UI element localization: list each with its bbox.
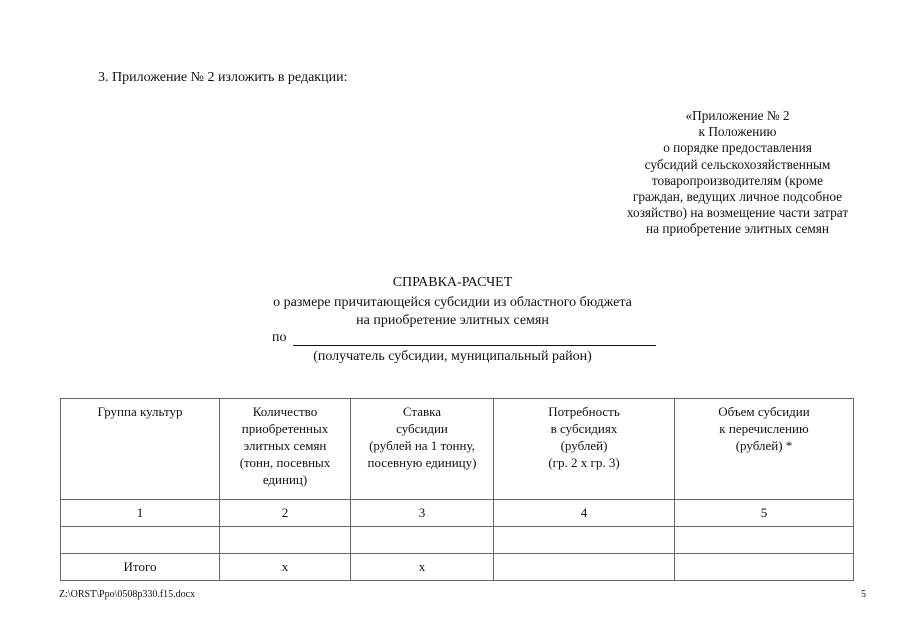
intro-text: 3. Приложение № 2 изложить в редакции: [98, 70, 348, 85]
header-subsidy-volume: Объем субсидии к перечислению (рублей) * [675, 399, 854, 500]
table-cell [675, 554, 854, 581]
table-header-row [61, 399, 854, 500]
appendix-reference [600, 108, 875, 238]
table-cell: х [351, 554, 494, 581]
table-cell [494, 554, 675, 581]
table-total-row [61, 554, 854, 581]
recipient-row [272, 330, 656, 346]
appendix-line: о порядке предоставления [663, 140, 812, 156]
table-cell: Итого [61, 554, 220, 581]
footer-file-path: Z:\ORST\Ppo\0508p330.f15.docx [59, 589, 196, 600]
header-crop-group: Группа культур [61, 399, 220, 500]
appendix-line: товаропроизводителям (кроме [651, 172, 824, 188]
table-cell [675, 527, 854, 554]
calculation-table [60, 398, 854, 581]
table-cell: 1 [61, 500, 220, 527]
table-cell: х [220, 554, 351, 581]
table-cell [494, 527, 675, 554]
recipient-caption: (получатель субсидии, муниципальный район) [313, 349, 592, 364]
po-label: по [272, 330, 287, 345]
table-cell: 4 [494, 500, 675, 527]
recipient-blank-line [293, 330, 656, 346]
table-row [61, 527, 854, 554]
table-number-row [61, 500, 854, 527]
page-number: 5 [861, 589, 866, 600]
appendix-line: хозяйство) на возмещение части затрат [626, 205, 849, 221]
header-rate: Ставка субсидии (рублей на 1 тонну, посевную единицу) [351, 399, 494, 500]
table-cell [61, 527, 220, 554]
document-subtitle: на приобретение элитных семян [356, 313, 549, 328]
appendix-line: субсидий сельскохозяйственным [644, 156, 831, 172]
appendix-line: граждан, ведущих личное подсобное [632, 189, 843, 205]
table-cell: 5 [675, 500, 854, 527]
document-title: СПРАВКА-РАСЧЕТ [392, 275, 513, 290]
table-cell [220, 527, 351, 554]
header-quantity: Количество приобретенных элитных семян (тонн, посевных единиц) [220, 399, 351, 500]
header-need: Потребность в субсидиях (рублей) (гр. 2 х гр. 3) [494, 399, 675, 500]
table-cell: 2 [220, 500, 351, 527]
table-cell: 3 [351, 500, 494, 527]
table-cell [351, 527, 494, 554]
appendix-line: на приобретение элитных семян [645, 221, 830, 237]
appendix-line: «Приложение № 2 [685, 108, 790, 123]
document-subtitle: о размере причитающейся субсидии из областного бюджета [273, 295, 632, 310]
appendix-line: к Положению [698, 124, 777, 140]
